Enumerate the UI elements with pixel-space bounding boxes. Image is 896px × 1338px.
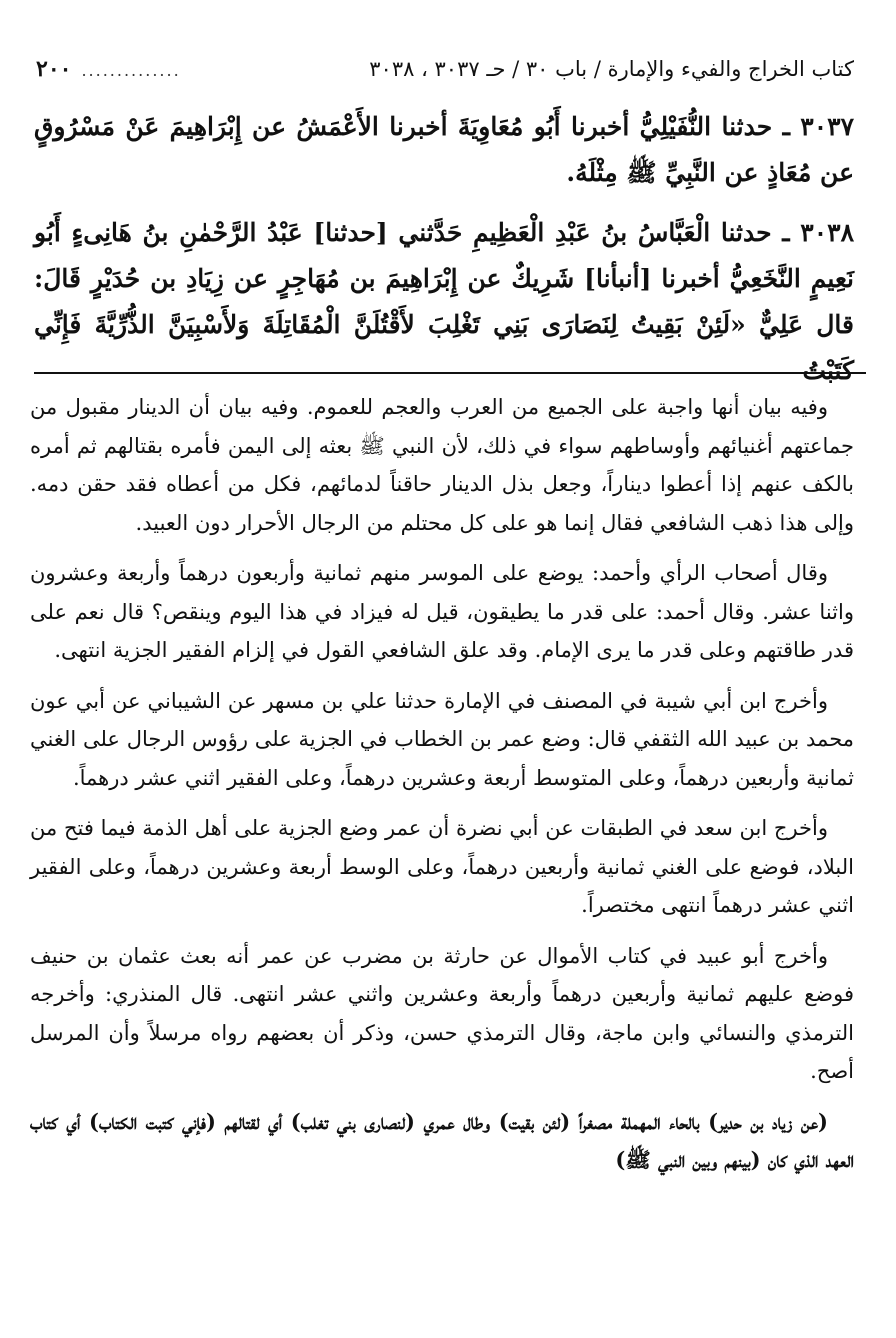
- commentary-paragraph: وأخرج ابن سعد في الطبقات عن أبي نضرة أن عمر وضع الجزية على أهل الذمة فيما فتح من البلاد، فوضع على الغني ثمانية وأربعين درهماً، وعلى الوسط أربعة وعشرين درهماً، وعلى الفقير اثني عشر درهماً انتهى مختصراً.: [30, 816, 854, 917]
- hadith-number: ٣٠٣٨ ـ: [782, 218, 854, 247]
- commentary-paragraph: وقال أصحاب الرأي وأحمد: يوضع على الموسر منهم ثمانية وأربعون درهماً وأربعة وعشرون واثنا عشر. وقال أحمد: على قدر ما يطيقون، قيل له فيزاد في هذا اليوم وينقص؟ قال نعم على قدر طاقتهم وعلى قدر ما يرى الإمام. وقد علق الشافعي القول في إلزام الفقير الجزية انتهى.: [30, 561, 854, 662]
- running-header-title: كتاب الخراج والفيء والإمارة / باب ٣٠ / حـ ٣٠٣٧ ، ٣٠٣٨: [369, 57, 854, 81]
- hadith-number: ٣٠٣٧ ـ: [782, 112, 854, 141]
- hadith-paragraph: [34, 104, 854, 196]
- commentary-paragraph: وأخرج ابن أبي شيبة في المصنف في الإمارة حدثنا علي بن مسهر عن الشيباني عن أبي عون محمد بن عبيد الله الثقفي قال: وضع عمر بن الخطاب في الجزية على رؤوس الرجال على الغني ثمانية وأربعين درهماً، وعلى المتوسط أربعة وعشرين درهماً، وعلى الفقير اثني عشر درهماً.: [30, 688, 854, 790]
- running-header: [36, 56, 854, 86]
- commentary-paragraph: (عن زياد بن حدير) بالحاء المهملة مصغراً (لئن بقيت) وطال عمري (لنصارى بني تغلب) أي لقتالهم (فإني كتبت الكتاب) أي كتاب العهد الذي كان (بينهم وبين النبي ﷺ): [30, 1108, 854, 1172]
- commentary-paragraph: وفيه بيان أنها واجبة على الجميع من العرب والعجم للعموم. وفيه بيان أن الدينار مقبول من جماعتهم أغنيائهم وأوساطهم سواء في ذلك، لأن النبي ﷺ بعثه إلى اليمن فأمره بقتالهم ثم أمره بالكف عنهم إذا أعطوا ديناراً، وجعل بذل الدينار حاقناً لدمائهم، فكل من أعطاه فقد حقن دمه. وإلى هذا ذهب الشافعي فقال إنما هو على كل محتلم من الرجال الأحرار دون العبيد.: [30, 395, 854, 535]
- commentary-block: [30, 388, 854, 1192]
- running-header-left: [36, 56, 181, 82]
- commentary-paragraph: وأخرج أبو عبيد في كتاب الأموال عن حارثة بن مضرب عن عمر أنه بعث عثمان بن حنيف فوضع عليهم ثمانية وأربعين درهماً وأربعة وعشرين واثني عشر انتهى. قال المنذري: وأخرجه الترمذي والنسائي وابن ماجة، وقال الترمذي حسن، وذكر أن بعضهم رواه مرسلاً وأن المرسل أصح.: [30, 943, 854, 1083]
- header-leader-dots: ..............: [81, 61, 181, 80]
- footnote-divider: [34, 372, 866, 374]
- hadith-text: حدثنا النُّفَيْلِيُّ أخبرنا أَبُو مُعَاوِيَةَ أخبرنا الأَعْمَشُ عن إِبْرَاهِيمَ عَنْ مَسْرُوقٍ عن مُعَاذٍ عن النَّبِيِّ ﷺ مِثْلَهُ.: [34, 112, 854, 187]
- hadith-text-block: [34, 104, 854, 408]
- hadith-paragraph: [34, 210, 854, 394]
- hadith-text: حدثنا الْعَبَّاسُ بنُ عَبْدِ الْعَظِيمِ حَدَّثني [حدثنا] عَبْدُ الرَّحْمٰنِ بنُ هَانِىءٍ أَبُو نَعِيمٍ النَّخَعِيُّ أخبرنا [أنبأنا] شَرِيكٌ عن إِبْرَاهِيمَ بن مُهَاجِرٍ عن زِيَادِ بن حُدَيْرٍ قَالَ: قال عَلِيٌّ «لَئِنْ بَقِيتُ لِنَصَارَى بَنِي تَغْلِبَ لأَقْتُلَنَّ الْمُقَاتِلَةَ وَلأَسْبِيَنَّ الذُّرِّيَّةَ فَإِنِّي كَتَبْتُ: [34, 218, 854, 385]
- page-number: ٢٠٠: [36, 56, 72, 82]
